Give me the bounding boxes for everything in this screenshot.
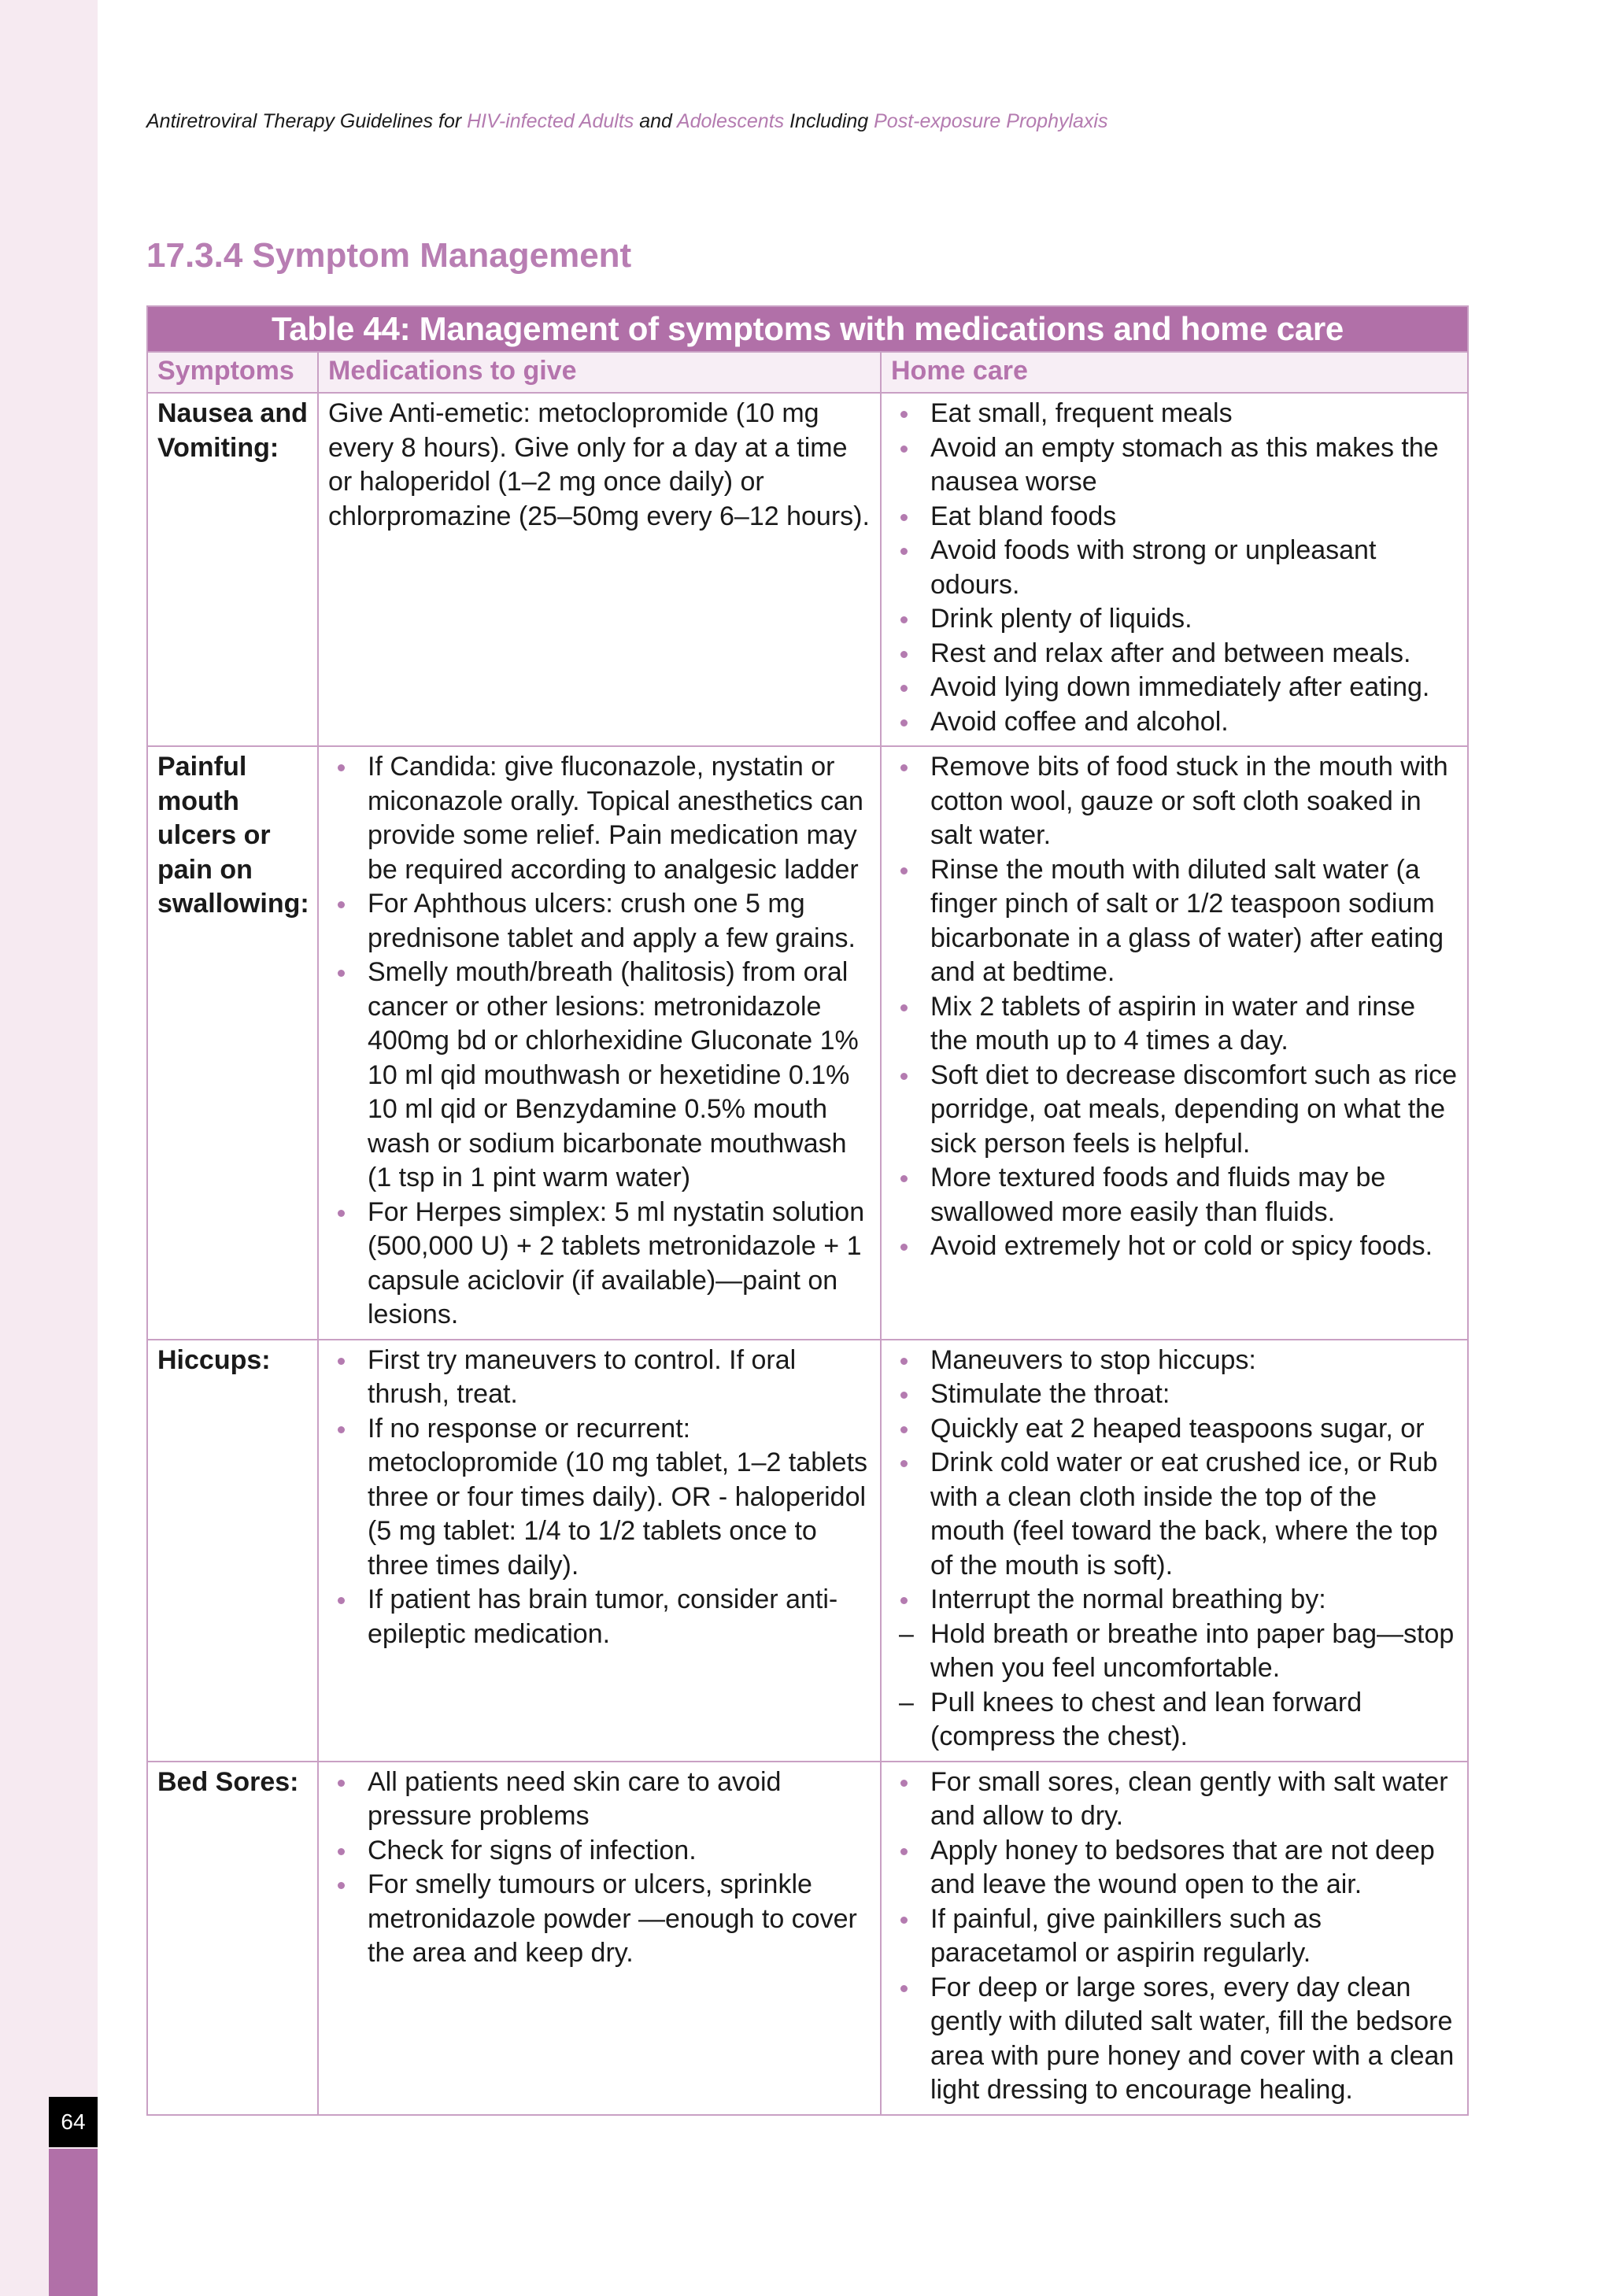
home-care-cell	[881, 1762, 1468, 2115]
home-care-cell	[881, 1340, 1468, 1762]
list-item: For smelly tumours or ulcers, sprinkle metronidazole powder —enough to cover the area and keep dry.	[328, 1868, 871, 1971]
list-item: For Aphthous ulcers: crush one 5 mg prednisone tablet and apply a few grains.	[328, 887, 871, 956]
section-title: 17.3.4 Symptom Management	[146, 236, 632, 275]
list-item: Stimulate the throat:	[891, 1377, 1458, 1412]
list-item: Apply honey to bedsores that are not deep and leave the wound open to the air.	[891, 1834, 1458, 1902]
list-item: Smelly mouth/breath (halitosis) from oral cancer or other lesions: metronidazole 400mg bd or chlorhexidine Gluconate 1% 10 ml qid mouthwash or hexetidine 0.1% 10 ml qid or Benzydamine 0.5% mouth wash or sodium bicarbonate mouthwash (1 tsp in 1 pint warm water)	[328, 956, 871, 1196]
list-item: Rest and relax after and between meals.	[891, 637, 1458, 671]
list-item: If painful, give painkillers such as paracetamol or aspirin regularly.	[891, 1902, 1458, 1971]
list-item: For deep or large sores, every day clean gently with diluted salt water, fill the bedsore area with pure honey and cover with a clean light dressing to encourage healing.	[891, 1971, 1458, 2108]
list-item: First try maneuvers to control. If oral thrush, treat.	[328, 1344, 871, 1412]
list-item: Avoid extremely hot or cold or spicy foods.	[891, 1229, 1458, 1264]
list-item: Eat bland foods	[891, 500, 1458, 534]
list-item: Avoid lying down immediately after eating.	[891, 671, 1458, 705]
symptom-table	[146, 305, 1469, 2116]
list-item: Remove bits of food stuck in the mouth with cotton wool, gauze or soft cloth soaked in salt water.	[891, 750, 1458, 853]
table-row	[147, 1340, 1468, 1762]
table-row	[147, 746, 1468, 1340]
symptom-cell: Painful mouth ulcers or pain on swallowing:	[147, 746, 318, 1340]
symptom-cell: Nausea and Vomiting:	[147, 393, 318, 746]
list-item: Eat small, frequent meals	[891, 397, 1458, 431]
list-item: Avoid coffee and alcohol.	[891, 705, 1458, 740]
sub-list-item: – Pull knees to chest and lean forward (compress the chest).	[891, 1686, 1458, 1754]
table-caption: Table 44: Management of symptoms with medications and home care	[147, 306, 1468, 352]
header-hl3: Post-exposure Prophylaxis	[874, 110, 1108, 132]
list-item: Avoid an empty stomach as this makes the nausea worse	[891, 431, 1458, 500]
side-strip-accent	[49, 2149, 98, 2296]
sub-list-item: – Hold breath or breathe into paper bag—stop when you feel uncomfortable.	[891, 1618, 1458, 1686]
column-headers	[147, 352, 1468, 393]
medications-cell	[318, 1762, 881, 2115]
medications-cell	[318, 393, 881, 746]
list-item: Rinse the mouth with diluted salt water (a finger pinch of salt or 1/2 teaspoon sodium bicarbonate in a glass of water) after eating and at bedtime.	[891, 853, 1458, 990]
list-item: Soft diet to decrease discomfort such as rice porridge, oat meals, depending on what the sick person feels is helpful.	[891, 1059, 1458, 1162]
page-number: 64	[49, 2097, 98, 2147]
list-item: Mix 2 tablets of aspirin in water and rinse the mouth up to 4 times a day.	[891, 990, 1458, 1059]
header-hl2: Adolescents	[676, 110, 785, 132]
col-header-symptoms: Symptoms	[147, 352, 318, 393]
header-hl1: HIV-infected Adults	[467, 110, 634, 132]
home-care-cell	[881, 393, 1468, 746]
list-item: Avoid foods with strong or unpleasant odours.	[891, 534, 1458, 602]
table-row	[147, 1762, 1468, 2115]
symptom-cell: Bed Sores:	[147, 1762, 318, 2115]
medications-cell	[318, 1340, 881, 1762]
list-item: Interrupt the normal breathing by:	[891, 1583, 1458, 1618]
side-strip	[0, 0, 98, 2296]
list-item: All patients need skin care to avoid pressure problems	[328, 1765, 871, 1834]
list-item: For Herpes simplex: 5 ml nystatin solution (500,000 U) + 2 tablets metronidazole + 1 capsule aciclovir (if available)—paint on lesions.	[328, 1196, 871, 1333]
running-header	[146, 110, 1108, 133]
list-item: If Candida: give fluconazole, nystatin or miconazole orally. Topical anesthetics can provide some relief. Pain medication may be required according to analgesic ladder	[328, 750, 871, 887]
header-part2: and	[634, 110, 677, 132]
list-item: Drink plenty of liquids.	[891, 602, 1458, 637]
col-header-medications: Medications to give	[318, 352, 881, 393]
col-header-home-care: Home care	[881, 352, 1468, 393]
list-item: Drink cold water or eat crushed ice, or Rub with a clean cloth inside the top of the mouth (feel toward the back, where the top of the mouth is soft).	[891, 1446, 1458, 1583]
list-item: Check for signs of infection.	[328, 1834, 871, 1869]
list-item: If no response or recurrent: metoclopromide (10 mg tablet, 1–2 tablets three or four times daily). OR - haloperidol (5 mg tablet: 1/4 to 1/2 tablets once to three times daily).	[328, 1412, 871, 1584]
medications-cell	[318, 746, 881, 1340]
symptom-cell: Hiccups:	[147, 1340, 318, 1762]
list-item: If patient has brain tumor, consider anti-epileptic medication.	[328, 1583, 871, 1651]
list-item: More textured foods and fluids may be swallowed more easily than fluids.	[891, 1161, 1458, 1229]
list-item: Quickly eat 2 heaped teaspoons sugar, or	[891, 1412, 1458, 1447]
header-part1: Antiretroviral Therapy Guidelines for	[146, 110, 468, 132]
list-item: Maneuvers to stop hiccups:	[891, 1344, 1458, 1378]
header-part3: Including	[784, 110, 874, 132]
medication-text: Give Anti-emetic: metoclopromide (10 mg every 8 hours). Give only for a day at a time or haloperidol (1–2 mg once daily) or chlorpromazine (25–50mg every 6–12 hours).	[328, 398, 870, 531]
list-item: For small sores, clean gently with salt water and allow to dry.	[891, 1765, 1458, 1834]
table-row	[147, 393, 1468, 746]
home-care-cell	[881, 746, 1468, 1340]
